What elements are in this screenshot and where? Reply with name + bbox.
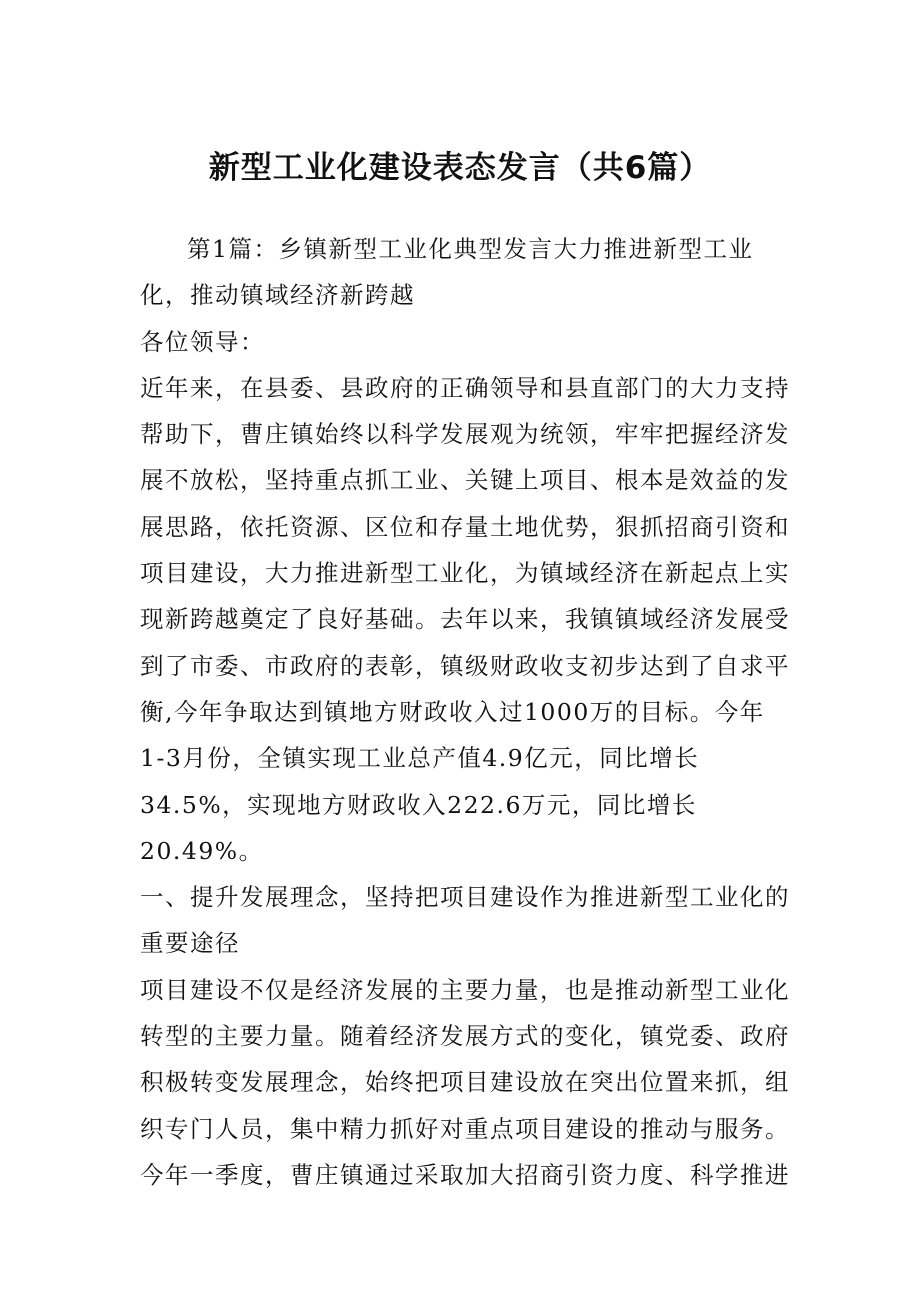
chapter-heading: 第1篇：乡镇新型工业化典型发言大力推进新型工业化，推动镇域经济新跨越: [140, 235, 754, 310]
body-paragraph: 项目建设不仅是经济发展的主要力量，也是推动新型工业化转型的主要力量。随着经济发展方式的变化，镇党委、政府积极转变发展理念，始终把项目建设放在突出位置来抓，组织专门人员，集中精力抓好对重点项目建设的推动与服务。今年一季度，曹庄镇通过采取加大招商引资力度、科学推进: [140, 975, 790, 1189]
section-heading: 一、提升发展理念，坚持把项目建设作为推进新型工业化的重要途径: [140, 883, 790, 958]
salutation: 各位领导：: [140, 327, 265, 356]
document-title: 新型工业化建设表态发言（共6篇）: [208, 150, 712, 186]
body-paragraph: 近年来，在县委、县政府的正确领导和县直部门的大力支持帮助下，曹庄镇始终以科学发展观为统领，牢牢把握经济发展不放松，坚持重点抓工业、关键上项目、根本是效益的发展思路，依托资源、区位和存量土地优势，狠抓招商引资和项目建设，大力推进新型工业化，为镇域经济在新起点上实现新跨越奠定了良好基础。去年以来，我镇镇域经济发展受到了市委、市政府的表彰，镇级财政收支初步达到了自求平衡,今年争取达到镇地方财政收入过1000万的目标。今年1-3月份，全镇实现工业总产值4.9亿元，同比增长34.5%，实现地方财政收入222.6万元，同比增长20.49%。: [140, 373, 790, 865]
document-body: [140, 226, 790, 1198]
